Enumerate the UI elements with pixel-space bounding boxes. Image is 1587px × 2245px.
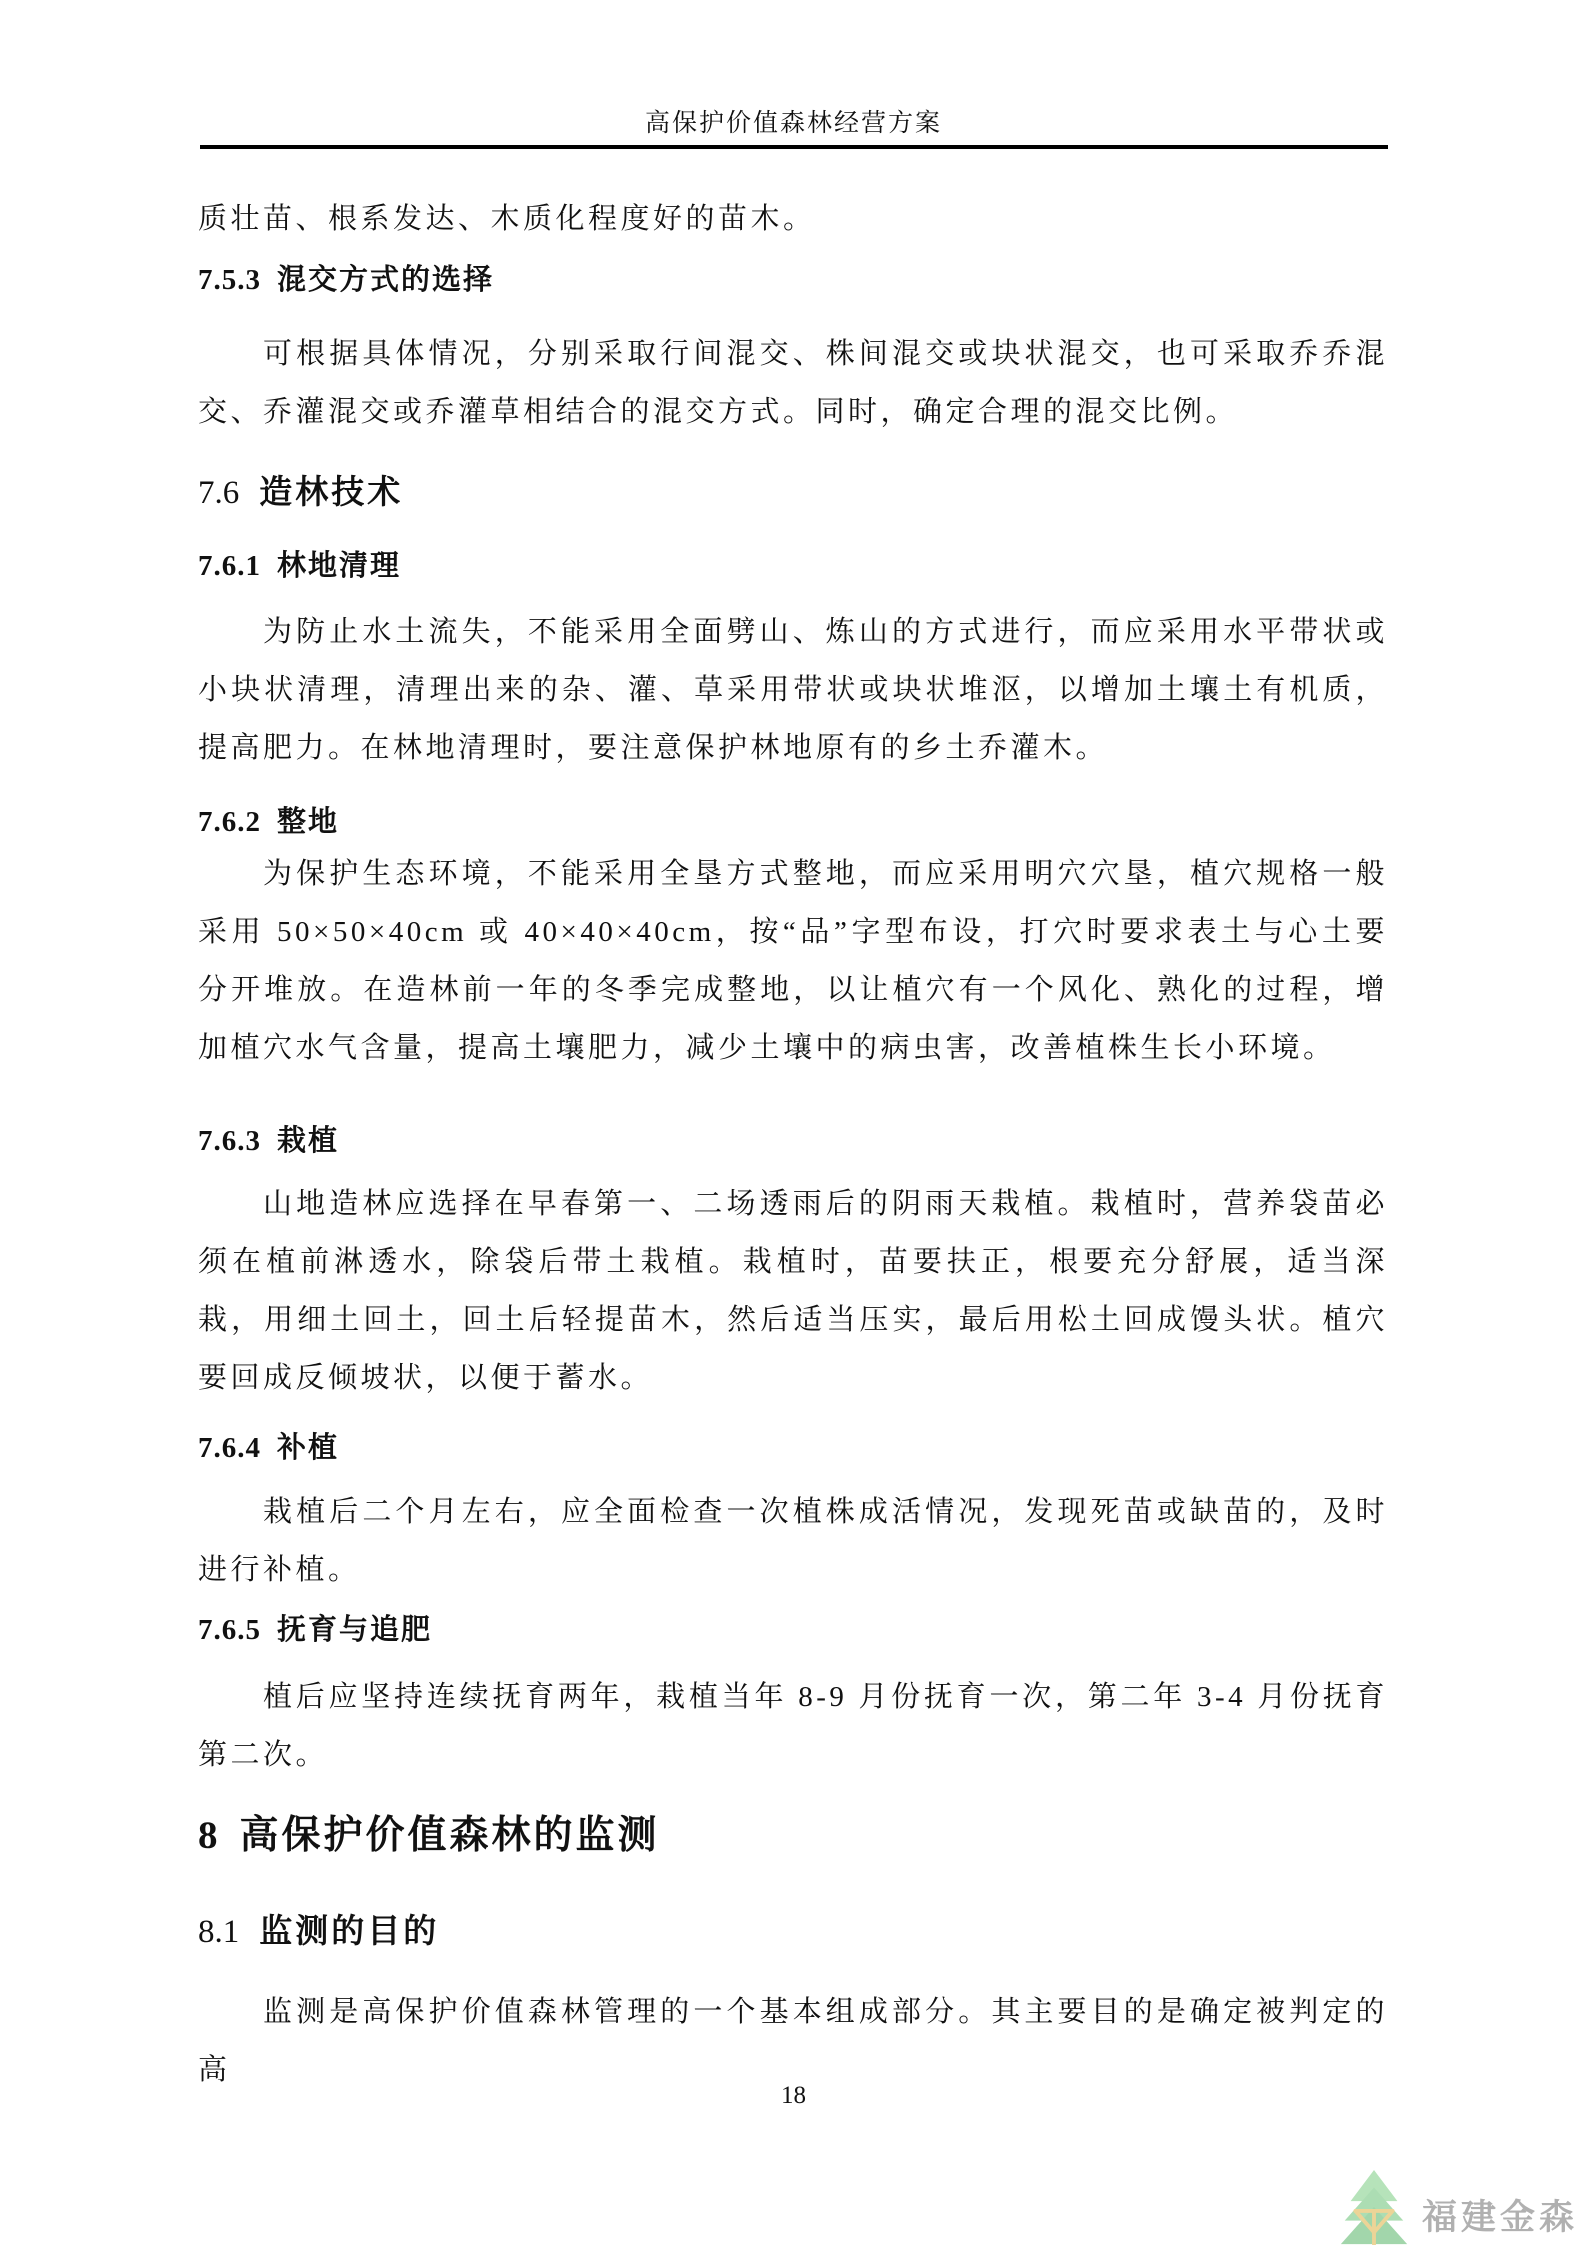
paragraph-7-6-3 <box>198 1175 1388 1407</box>
section-number: 7.6.3 <box>198 1125 261 1157</box>
paragraph-text: 栽植后二个月左右，应全面检查一次植株成活情况，发现死苗或缺苗的，及时进行补植。 <box>198 1496 1388 1586</box>
section-title: 监测的目的 <box>259 1912 440 1949</box>
section-heading-7-6-4 <box>198 1432 1388 1465</box>
header-title: 高保护价值森林经营方案 <box>644 110 942 137</box>
pine-tree-icon <box>1340 2168 1408 2245</box>
section-title: 补植 <box>277 1432 340 1464</box>
chapter-heading-8 <box>198 1814 1388 1859</box>
section-heading-8-1 <box>198 1912 1388 1952</box>
section-title: 混交方式的选择 <box>277 264 495 296</box>
section-number: 7.6.1 <box>198 550 261 582</box>
paragraph-text: 山地造林应选择在早春第一、二场透雨后的阴雨天栽植。栽植时，营养袋苗必须在植前淋透水，除袋后带土栽植。栽植时，苗要扶正，根要充分舒展，适当深栽，用细土回土，回土后轻提苗木，然后适当压实，最后用松土回成馒头状。植穴要回成反倾坡状，以便于蓄水。 <box>198 1188 1388 1394</box>
section-number: 8.1 <box>198 1914 240 1950</box>
section-title: 抚育与追肥 <box>277 1614 433 1646</box>
paragraph-7-6-1 <box>198 603 1388 777</box>
section-title: 造林技术 <box>259 473 404 510</box>
continuation-paragraph <box>198 190 1388 248</box>
section-heading-7-6-3 <box>198 1125 1388 1158</box>
section-title: 高保护价值森林的监测 <box>239 1814 660 1857</box>
section-number: 7.6 <box>198 475 240 511</box>
logo-text: 福建金森 <box>1422 2198 1579 2237</box>
section-heading-7-6-1 <box>198 550 1388 583</box>
header-divider <box>200 145 1388 149</box>
section-title: 栽植 <box>277 1125 340 1157</box>
section-heading-7-6-2 <box>198 806 1388 839</box>
section-number: 8 <box>198 1814 218 1857</box>
paragraph-text: 为防止水土流失，不能采用全面劈山、炼山的方式进行，而应采用水平带状或小块状清理，清理出来的杂、灌、草采用带状或块状堆沤，以增加土壤土有机质，提高肥力。在林地清理时，要注意保护林地原有的乡土乔灌木。 <box>198 616 1388 764</box>
paragraph-7-5-3 <box>198 325 1388 441</box>
section-number: 7.6.5 <box>198 1614 261 1646</box>
section-heading-7-5-3 <box>198 264 1388 297</box>
paragraph-text: 植后应坚持连续抚育两年，栽植当年 8-9 月份抚育一次，第二年 3-4 月份抚育第二次。 <box>198 1681 1388 1771</box>
paragraph-text: 为保护生态环境，不能采用全垦方式整地，而应采用明穴穴垦，植穴规格一般采用 50×50×40cm 或 40×40×40cm，按“品”字型布设，打穴时要求表土与心土要分开堆放。在造林前一年的冬季完成整地，以让植穴有一个风化、熟化的过程，增加植穴水气含量，提高土壤肥力，减少土壤中的病虫害，改善植株生长小环境。 <box>198 858 1388 1064</box>
section-heading-7-6-5 <box>198 1614 1388 1647</box>
section-number: 7.6.2 <box>198 806 261 838</box>
section-heading-7-6 <box>198 473 1388 513</box>
paragraph-text: 可根据具体情况，分别采取行间混交、株间混交或块状混交，也可采取乔乔混交、乔灌混交或乔灌草相结合的混交方式。同时，确定合理的混交比例。 <box>198 338 1388 428</box>
page-number: 18 <box>781 2082 806 2109</box>
paragraph-7-6-2 <box>198 845 1388 1077</box>
paragraph-7-6-4 <box>198 1483 1388 1599</box>
section-title: 整地 <box>277 806 340 838</box>
paragraph-text: 质壮苗、根系发达、木质化程度好的苗木。 <box>198 203 816 235</box>
section-title: 林地清理 <box>277 550 402 582</box>
paragraph-text: 监测是高保护价值森林管理的一个基本组成部分。其主要目的是确定被判定的高 <box>198 1996 1388 2086</box>
section-number: 7.5.3 <box>198 264 261 296</box>
company-logo <box>1340 2168 1578 2245</box>
section-number: 7.6.4 <box>198 1432 261 1464</box>
paragraph-7-6-5 <box>198 1668 1388 1784</box>
